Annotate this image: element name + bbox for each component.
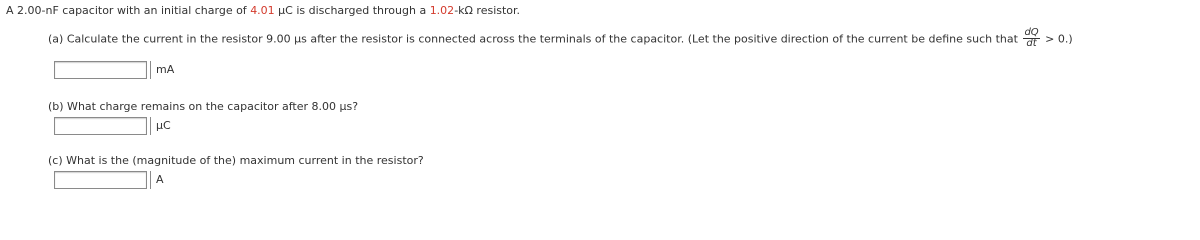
part-c-unit: A — [150, 171, 164, 189]
part-c-question: (c) What is the (magnitude of the) maximum current in the resistor? — [48, 154, 424, 167]
part-a-question-suffix: > 0.) — [1041, 32, 1073, 46]
resistance-value: 1.02 — [429, 4, 455, 17]
part-b-unit: μC — [150, 117, 171, 135]
part-a-unit: mA — [150, 61, 174, 79]
fraction-numerator: dQ — [1024, 27, 1039, 38]
part-a — [48, 27, 1073, 49]
initial-charge-value: 4.01 — [250, 4, 275, 17]
part-b-answer-input[interactable] — [54, 117, 147, 135]
stem-middle: μC is discharged through a — [274, 4, 430, 17]
part-a-answer-row — [54, 60, 174, 80]
fraction-denominator: dt — [1026, 38, 1037, 49]
part-c — [48, 153, 424, 169]
stem-prefix: A 2.00-nF capacitor with an initial charge of — [6, 4, 251, 17]
problem-statement — [6, 3, 1196, 19]
part-b — [48, 99, 358, 115]
stem-suffix: -kΩ resistor. — [454, 4, 521, 17]
part-c-answer-input[interactable] — [54, 171, 147, 189]
part-b-answer-row — [54, 116, 171, 136]
part-b-question: (b) What charge remains on the capacitor after 8.00 μs? — [48, 100, 359, 113]
dq-dt-fraction — [1023, 28, 1039, 49]
part-a-question-text: (a) Calculate the current in the resistor 9.00 μs after the resistor is connected across the terminals of the capacitor. (Let the positive direction of the current be define such that — [48, 32, 1022, 46]
part-a-question — [48, 27, 1073, 49]
part-c-answer-row — [54, 170, 164, 190]
part-a-answer-input[interactable] — [54, 61, 147, 79]
problem-container — [6, 3, 1196, 19]
